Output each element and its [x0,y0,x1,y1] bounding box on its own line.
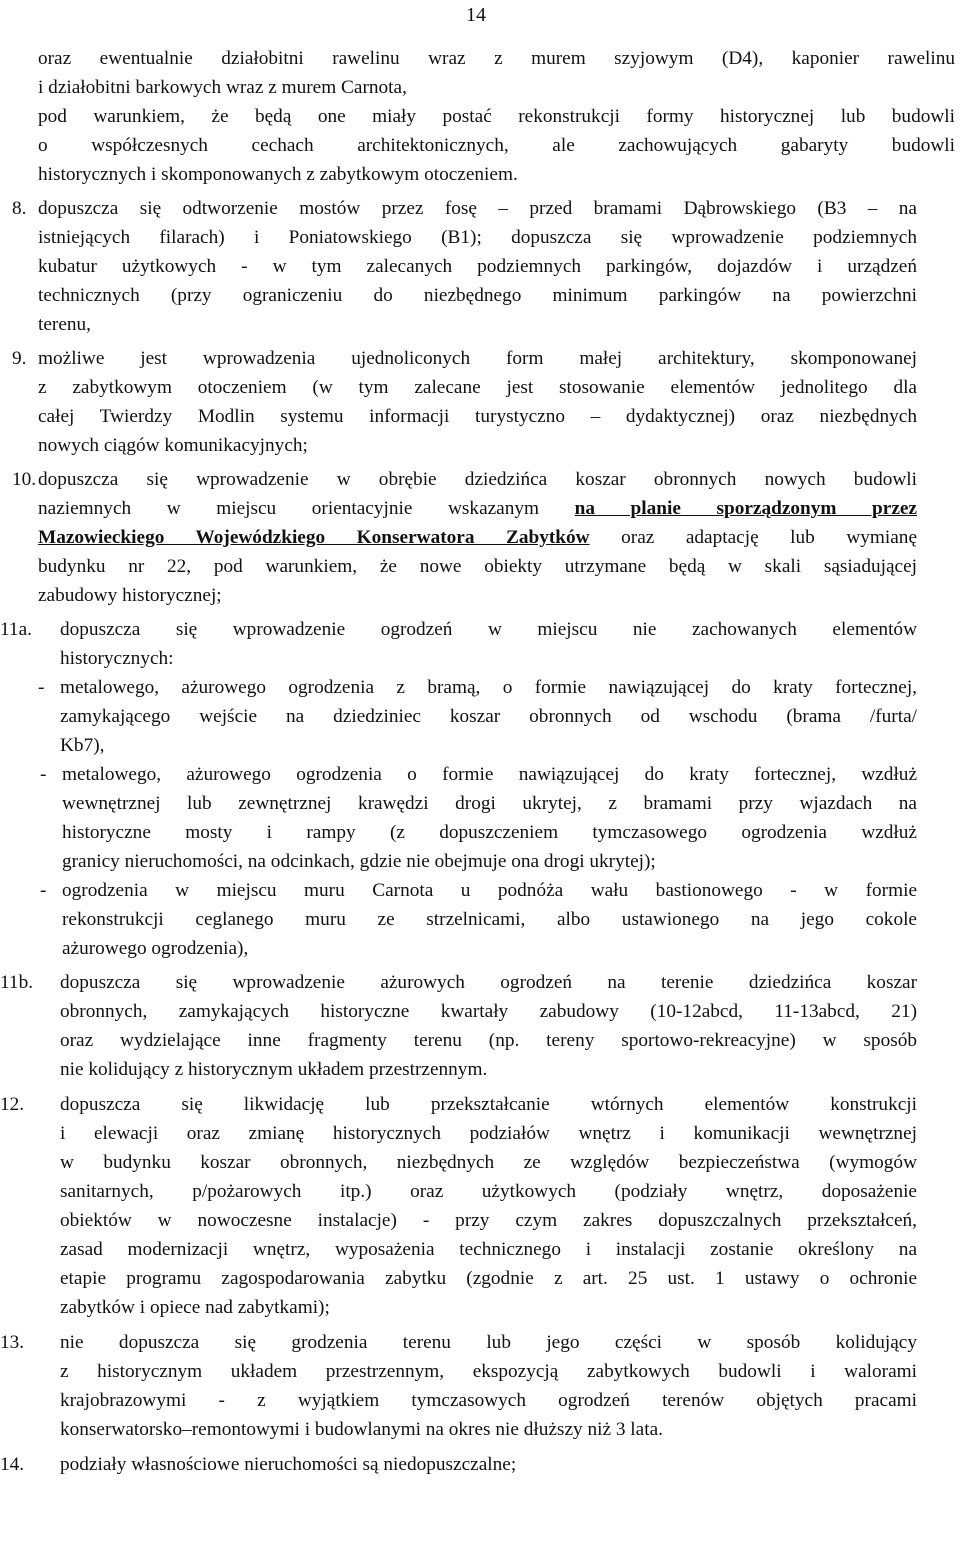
text-line: o współczesnych cechach architektonicznych, ale zachowujących gabaryty budowli [38,135,955,156]
list-item-9 [0,344,917,460]
text-line: Kb7), [60,735,105,756]
text-line: dopuszcza się odtworzenie mostów przez fosę – przed bramami Dąbrowskiego (B3 – na [38,198,917,219]
list-item-12 [0,1090,917,1322]
text-line: etapie programu zagospodarowania zabytku (zgodnie z art. 25 ust. 1 ustawy o ochronie [60,1268,917,1289]
text-line: historyczne mosty i rampy (z dopuszczeniem tymczasowego ogrodzenia wzdłuż [62,822,917,843]
item-number: 9. [12,348,27,369]
item-number: 14. [0,1454,25,1475]
text-line: oraz wydzielające inne fragmenty terenu (np. tereny sportowo-rekreacyjne) w sposób [60,1030,917,1051]
item-number: 8. [12,198,27,219]
text-line: ażurowego ogrodzenia), [62,938,249,959]
text-line: ogrodzenia w miejscu muru Carnota u podnóża wału bastionowego - w formie [62,880,917,901]
text-line: możliwe jest wprowadzenia ujednoliconych form małej architektury, skomponowanej [38,348,917,369]
item-number: 10. [12,469,37,490]
text-line: oraz ewentualnie działobitni rawelinu wraz z murem szyjowym (D4), kaponier rawelinu [38,48,955,69]
text-line: zasad modernizacji wnętrz, wyposażenia technicznego i instalacji zostanie określony na [60,1239,917,1260]
text-line: pod warunkiem, że będą one miały postać rekonstrukcji formy historycznej lub budowli [38,106,955,127]
text-line: dopuszcza się likwidację lub przekształcanie wtórnych elementów konstrukcji [60,1094,917,1115]
text-line: nowych ciągów komunikacyjnych; [38,435,308,456]
text-line: z zabytkowym otoczeniem (w tym zalecane jest stosowanie elementów jednolitego dla [38,377,917,398]
text-line: krajobrazowymi - z wyjątkiem tymczasowych ogrodzeń terenów objętych pracami [60,1390,917,1411]
item-number: 11a. [0,619,32,640]
text-line: historycznych i skomponowanych z zabytkowym otoczeniem. [38,164,518,185]
list-item-8 [0,194,917,339]
underlined-reference: Mazowieckiego Wojewódzkiego Konserwatora Zabytków [38,527,590,548]
text-line: konserwatorsko–remontowymi i budowlanymi na okres nie dłuższy niż 3 lata. [60,1419,663,1440]
text-line: kubatur użytkowych - w tym zalecanych podziemnych parkingów, dojazdów i urządzeń [38,256,917,277]
text-line [38,494,917,523]
text-line: terenu, [38,314,91,335]
page-number: 14 [466,4,486,26]
text-line: wewnętrznej lub zewnętrznej krawędzi drogi ukrytej, z bramami przy wjazdach na [62,793,917,814]
text-line: historycznych: [60,648,174,669]
text-line: granicy nieruchomości, na odcinkach, gdzie nie obejmuje ona drogi ukrytej); [62,851,656,872]
dash-marker: - [40,764,47,785]
text-span: oraz adaptację lub wymianę [589,527,917,548]
text-line [38,523,917,552]
text-line: w budynku koszar obronnych, niezbędnych ze względów bezpieczeństwa (wymogów [60,1152,917,1173]
text-line: z historycznym układem przestrzennym, ekspozycją zabytkowych budowli i walorami [60,1361,917,1382]
text-line: sanitarnych, p/pożarowych itp.) oraz użytkowych (podziały wnętrz, doposażenie [60,1181,917,1202]
text-line: dopuszcza się wprowadzenie w obrębie dziedzińca koszar obronnych nowych budowli [38,469,917,490]
list-item-13 [0,1328,917,1444]
text-line: dopuszcza się wprowadzenie ażurowych ogrodzeń na terenie dziedzińca koszar [60,972,917,993]
text-line: obronnych, zamykających historyczne kwartały zabudowy (10-12abcd, 11-13abcd, 21) [60,1001,917,1022]
underlined-reference: na planie sporządzonym przez [574,498,917,519]
text-line: budynku nr 22, pod warunkiem, że nowe obiekty utrzymane będą w skali sąsiadującej [38,556,917,577]
text-span: naziemnych w miejscu orientacyjnie wskazanym [38,498,575,519]
list-item-14 [0,1450,917,1479]
item-number: 12. [0,1094,25,1115]
text-line: nie dopuszcza się grodzenia terenu lub jego części w sposób kolidujący [60,1332,917,1353]
list-item-11b [0,968,917,1084]
dash-marker: - [40,880,47,901]
text-line: zabudowy historycznej; [38,585,222,606]
text-line: metalowego, ażurowego ogrodzenia o formie nawiązującej do kraty fortecznej, wzdłuż [62,764,917,785]
text-line: technicznych (przy ograniczeniu do niezbędnego minimum parkingów na powierzchni [38,285,917,306]
document-body [0,44,960,1479]
dash-marker: - [38,677,45,698]
text-line: rekonstrukcji ceglanego muru ze strzelnicami, albo ustawionego na jego cokole [62,909,917,930]
item-number: 13. [0,1332,25,1353]
item-number: 11b. [0,972,34,993]
text-line: zamykającego wejście na dziedziniec koszar obronnych od wschodu (brama /furta/ [60,706,917,727]
text-line: całej Twierdzy Modlin systemu informacji turystyczno – dydaktycznej) oraz niezbędnych [38,406,917,427]
bullet-item [38,673,917,760]
intro-paragraph [0,44,960,189]
list-item-10 [0,465,917,610]
text-line: metalowego, ażurowego ogrodzenia z bramą, o formie nawiązującej do kraty fortecznej, [60,677,917,698]
text-line: podziały własnościowe nieruchomości są niedopuszczalne; [60,1454,517,1475]
text-line: nie kolidujący z historycznym układem przestrzennym. [60,1059,488,1080]
text-line: dopuszcza się wprowadzenie ogrodzeń w miejscu nie zachowanych elementów [60,619,917,640]
bullet-item [40,876,917,963]
bullet-item [40,760,917,876]
text-line: i elewacji oraz zmianę historycznych podziałów wnętrz i komunikacji wewnętrznej [60,1123,917,1144]
text-line: i działobitni barkowych wraz z murem Carnota, [38,77,407,98]
list-item-11a [0,615,917,963]
text-line: zabytków i opiece nad zabytkami); [60,1297,330,1318]
text-line: obiektów w nowoczesne instalacje) - przy czym zakres dopuszczalnych przekształceń, [60,1210,917,1231]
text-line: istniejących filarach) i Poniatowskiego (B1); dopuszcza się wprowadzenie podziemnych [38,227,917,248]
